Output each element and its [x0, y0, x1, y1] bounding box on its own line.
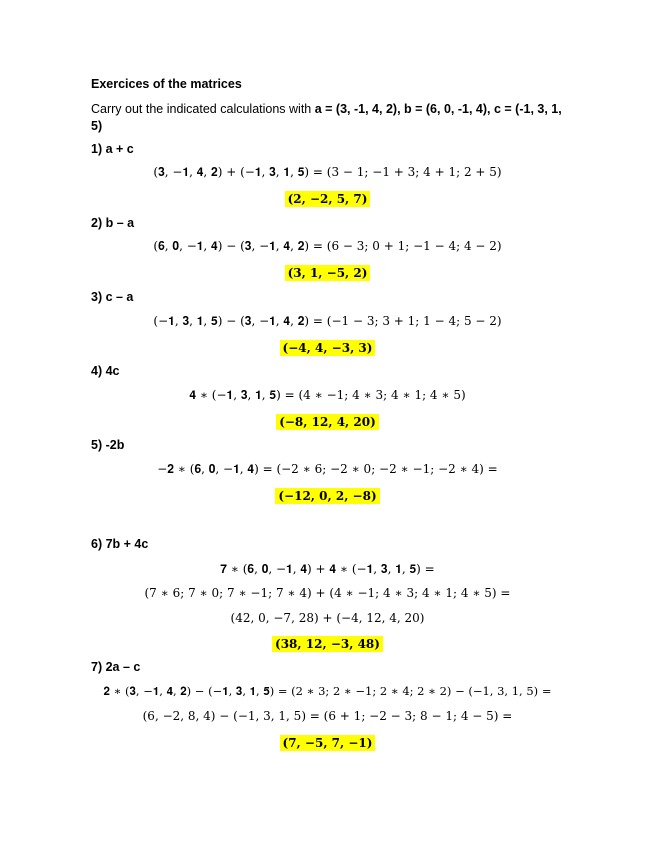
exercise-4-result-row — [0, 413, 655, 431]
page-title: Exercices of the matrices — [91, 77, 242, 91]
exercise-3-result: (−𝟒, 𝟒, −𝟑, 𝟑) — [280, 340, 376, 356]
exercise-6-heading: 6) 7b + 4c — [91, 537, 149, 551]
exercise-1-result: (𝟐, −𝟐, 𝟓, 𝟕) — [285, 191, 371, 207]
exercise-7-equation-line-2: (6, −2, 8, 4) − (−1, 3, 1, 5) = (6 + 1; −2 − 3; 8 − 1; 4 − 5) = — [142, 709, 513, 723]
exercise-1-equation: (𝟑, −𝟏, 𝟒, 𝟐) + (−𝟏, 𝟑, 𝟏, 𝟓) = (3 − 1; −1 + 3; 4 + 1; 2 + 5) — [153, 165, 502, 179]
exercise-3-heading: 3) c – a — [91, 290, 134, 304]
exercise-4-result: (−𝟖, 𝟏𝟐, 𝟒, 𝟐𝟎) — [276, 414, 379, 430]
intro-paragraph — [91, 101, 571, 135]
exercise-4-equation: 𝟒 ∗ (−𝟏, 𝟑, 𝟏, 𝟓) = (4 ∗ −1; 4 ∗ 3; 4 ∗ 1; 4 ∗ 5) — [189, 388, 466, 402]
exercise-6-result-row — [0, 635, 655, 653]
exercise-2-equation: (𝟔, 𝟎, −𝟏, 𝟒) − (𝟑, −𝟏, 𝟒, 𝟐) = (6 − 3; 0 + 1; −1 − 4; 4 − 2) — [153, 239, 502, 253]
exercise-5-result-row — [0, 487, 655, 505]
exercise-2-result: (𝟑, 𝟏, −𝟓, 𝟐) — [285, 265, 371, 281]
exercise-1-heading: 1) a + c — [91, 142, 134, 156]
exercise-2-heading: 2) b – a — [91, 216, 135, 230]
exercise-5-heading: 5) -2b — [91, 438, 125, 452]
exercise-6-equation-line-3: (42, 0, −7, 28) + (−4, 12, 4, 20) — [230, 611, 425, 625]
exercise-2-result-row — [0, 264, 655, 282]
exercise-7-result: (𝟕, −𝟓, 𝟕, −𝟏) — [280, 735, 376, 751]
exercise-6-equation-line-1: 𝟕 ∗ (𝟔, 𝟎, −𝟏, 𝟒) + 𝟒 ∗ (−𝟏, 𝟑, 𝟏, 𝟓) = — [220, 562, 435, 576]
exercise-5-result: (−𝟏𝟐, 𝟎, 𝟐, −𝟖) — [275, 488, 379, 504]
exercise-3-result-row — [0, 339, 655, 357]
intro-vectors: a = (3, -1, 4, 2), b = (6, 0, -1, 4), c = (-1, 3, 1, 5) — [91, 102, 562, 133]
exercise-7-result-row — [0, 734, 655, 752]
exercise-1-result-row — [0, 190, 655, 208]
exercise-6-equation-line-2: (7 ∗ 6; 7 ∗ 0; 7 ∗ −1; 7 ∗ 4) + (4 ∗ −1; 4 ∗ 3; 4 ∗ 1; 4 ∗ 5) = — [144, 586, 511, 600]
exercise-4-heading: 4) 4c — [91, 364, 120, 378]
exercise-3-equation: (−𝟏, 𝟑, 𝟏, 𝟓) − (𝟑, −𝟏, 𝟒, 𝟐) = (−1 − 3; 3 + 1; 1 − 4; 5 − 2) — [153, 314, 502, 328]
exercise-6-result: (𝟑𝟖, 𝟏𝟐, −𝟑, 𝟒𝟖) — [272, 636, 383, 652]
exercise-7-equation-line-1: 𝟐 ∗ (𝟑, −𝟏, 𝟒, 𝟐) − (−𝟏, 𝟑, 𝟏, 𝟓) = (2 ∗ 3; 2 ∗ −1; 2 ∗ 4; 2 ∗ 2) − (−1, 3, 1, 5) = — [103, 684, 552, 698]
exercise-5-equation: −𝟐 ∗ (𝟔, 𝟎, −𝟏, 𝟒) = (−2 ∗ 6; −2 ∗ 0; −2 ∗ −1; −2 ∗ 4) = — [157, 462, 498, 476]
exercise-7-heading: 7) 2a – c — [91, 660, 141, 674]
intro-prefix: Carry out the indicated calculations with — [91, 102, 315, 116]
